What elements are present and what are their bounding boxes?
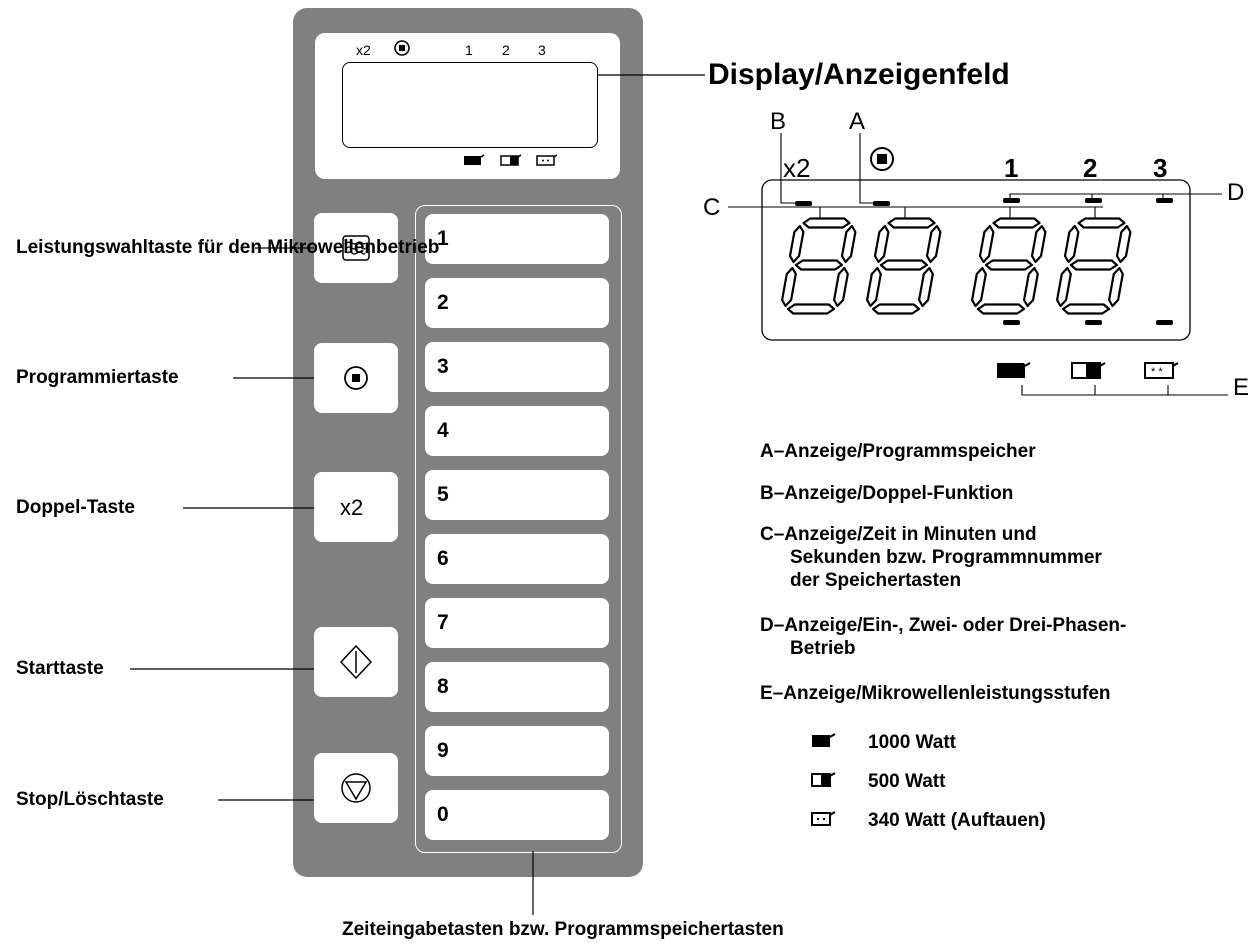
number-key-label: 1	[437, 227, 449, 250]
callout-power-full-icon	[997, 363, 1030, 378]
digit-segment	[1071, 261, 1117, 270]
legend-item-c-line2: Sekunden bzw. Programmnummer	[790, 547, 1102, 568]
legend-item-d-line1: D–Anzeige/Ein-, Zwei- oder Drei-Phasen-	[760, 615, 1127, 636]
digit-segment	[927, 226, 940, 262]
digit-segment	[994, 219, 1040, 228]
digit-segment	[881, 261, 927, 270]
digit-segment	[804, 219, 850, 228]
display-phase-2: 2	[502, 42, 510, 58]
seven-segment-digits	[782, 219, 1130, 314]
x2-indicator: x2	[783, 153, 811, 183]
display-enlargement	[700, 105, 1253, 405]
label-c: C	[703, 194, 721, 221]
digit-segment	[834, 268, 848, 306]
power-defrost-icon	[812, 812, 835, 825]
power-full-icon	[812, 734, 835, 747]
label-d: D	[1227, 179, 1245, 206]
number-key-label: 4	[437, 419, 449, 442]
legend-item-c-line1: C–Anzeige/Zeit in Minuten und	[760, 524, 1037, 545]
double-button-label: x2	[340, 495, 364, 520]
label-b: B	[770, 108, 787, 135]
digit-segment	[788, 305, 834, 314]
display-phase-1: 1	[465, 42, 473, 58]
digit-segment	[790, 226, 803, 262]
display-x2-indicator: x2	[356, 42, 371, 58]
legend-power-500: 500 Watt	[868, 771, 946, 792]
digit-segment	[980, 226, 993, 262]
number-key-label: 8	[437, 675, 449, 698]
display-phase-3: 3	[538, 42, 546, 58]
digit-segment	[1032, 226, 1045, 262]
double-label: Doppel-Taste	[16, 497, 135, 518]
svg-text:* *: * *	[1151, 366, 1163, 378]
digit-segment	[1057, 268, 1071, 306]
label-a: A	[849, 108, 866, 135]
start-label: Starttaste	[16, 658, 104, 679]
digit-segment	[919, 268, 933, 306]
digit-segment	[875, 226, 888, 262]
stop-clear-label: Stop/Löschtaste	[16, 789, 164, 810]
number-key-label: 9	[437, 739, 449, 762]
label-e: E	[1233, 374, 1250, 401]
legend-item-c-line3: der Speichertasten	[790, 570, 962, 591]
phase-2-label: 2	[1083, 153, 1098, 183]
legend-item-b: B–Anzeige/Doppel-Funktion	[760, 483, 1014, 504]
legend-power-1000: 1000 Watt	[868, 732, 956, 753]
phase-3-label: 3	[1153, 153, 1168, 183]
digit-segment	[889, 219, 935, 228]
digit-segment	[972, 268, 986, 306]
digit-segment	[1079, 219, 1125, 228]
number-key-label: 6	[437, 547, 449, 570]
digit-segment	[978, 305, 1024, 314]
callout-power-defrost-icon	[1145, 363, 1178, 378]
digit-segment	[986, 261, 1032, 270]
legend-power-340: 340 Watt (Auftauen)	[868, 810, 1046, 831]
digit-segment	[796, 261, 842, 270]
number-key-label: 7	[437, 611, 449, 634]
legend-item-a: A–Anzeige/Programmspeicher	[760, 441, 1036, 462]
digit-segment	[1065, 226, 1078, 262]
number-key-label: 2	[437, 291, 449, 314]
number-key-label: 5	[437, 483, 449, 506]
digit-segment	[867, 268, 881, 306]
callout-power-half-icon	[1072, 363, 1105, 378]
program-indicator-icon	[871, 148, 893, 170]
digit-segment	[1109, 268, 1123, 306]
number-key-label: 3	[437, 355, 449, 378]
legend-power-icons	[808, 728, 848, 840]
digit-segment	[782, 268, 796, 306]
number-keys-caption: Zeiteingabetasten bzw. Programmspeichertasten	[342, 919, 784, 940]
legend-item-d-line2: Betrieb	[790, 638, 856, 659]
legend-item-e: E–Anzeige/Mikrowellenleistungsstufen	[760, 683, 1111, 704]
program-label: Programmiertaste	[16, 367, 179, 388]
digit-segment	[873, 305, 919, 314]
power-select-label: Leistungswahltaste für den Mikrowellenbetrieb	[16, 237, 440, 258]
digit-segment	[842, 226, 855, 262]
number-key-label: 0	[437, 803, 449, 826]
power-half-icon	[812, 773, 835, 786]
digit-segment	[1117, 226, 1130, 262]
display-callout-title: Display/Anzeigenfeld	[708, 58, 1010, 91]
digit-segment	[1063, 305, 1109, 314]
digit-segment	[1024, 268, 1038, 306]
phase-1-label: 1	[1004, 153, 1019, 183]
